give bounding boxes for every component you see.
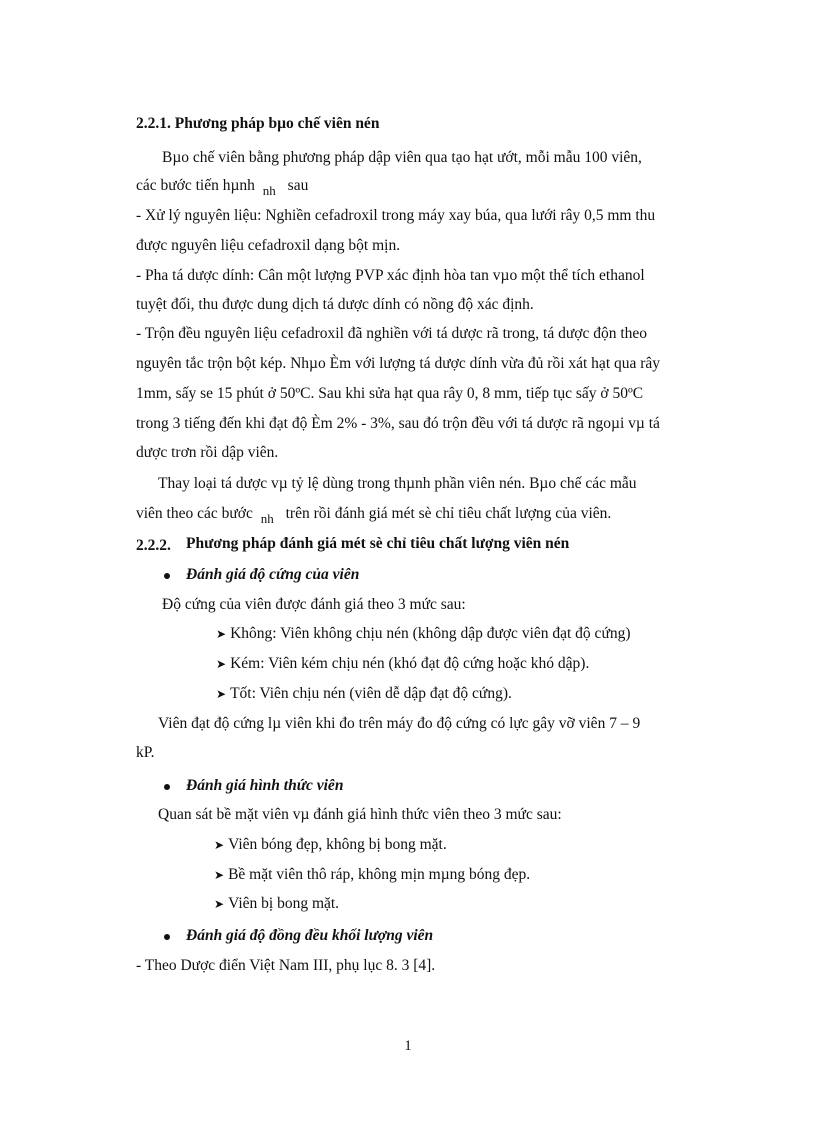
intro-line-2 — [136, 176, 308, 196]
step3-line-1: - Trộn đều nguyên liệu cefadroxil đã nghiền với tá dược rã trong, tá dược độn theo — [136, 325, 648, 342]
step2-line-1: - Pha tá dược dính: Cân một lượng PVP xác định hòa tan vµo một thể tích ethanol — [136, 267, 645, 284]
arrow-bullet-icon: ➤ — [214, 897, 225, 911]
hardness-item: ➤ Không: Viên không chịu nén (không dập được viên đạt độ cứng) — [216, 625, 631, 642]
arrow-bullet-icon: ➤ — [216, 657, 227, 671]
vary-text-c: trên rồi đánh giá mét sè chỉ tiêu chất lượng của viên. — [285, 505, 612, 522]
hardness-intro: Độ cứng của viên được đánh giá theo 3 mức sau: — [162, 596, 466, 613]
bullet-icon — [164, 934, 170, 940]
form-item: ➤ Viên bóng đẹp, không bị bong mặt. — [214, 836, 447, 853]
section-2-2-2-number: 2.2.2. — [136, 537, 171, 554]
step2-line-2: tuyệt đối, thu được dung dịch tá dược dính có nồng độ xác định. — [136, 296, 534, 313]
arrow-bullet-icon: ➤ — [214, 868, 225, 882]
section-2-2-2-title: Phương pháp đánh giá mét sè chỉ tiêu chất lượng viên nén — [186, 535, 570, 552]
step1-line-2: được nguyên liệu cefadroxil dạng bột mịn. — [136, 237, 401, 254]
form-title: Đánh giá hình thức viên — [186, 777, 344, 794]
form-intro: Quan sát bề mặt viên vµ đánh giá hình thức viên theo 3 mức sau: — [158, 806, 562, 823]
step1-line-1: - Xử lý nguyên liệu: Nghiền cefadroxil trong máy xay búa, qua lưới rây 0,5 mm thu — [136, 207, 656, 224]
hardness-title: Đánh giá độ cứng của viên — [186, 566, 360, 583]
bullet-icon — [164, 573, 170, 579]
page-number: 1 — [404, 1038, 412, 1054]
arrow-bullet-icon: ➤ — [216, 687, 227, 701]
step3-line-4: trong 3 tiếng đến khi đạt độ Èm 2% - 3%, sau đó trộn đều với tá dược rã ngoµi vµ tá — [136, 415, 660, 432]
form-item: ➤ Viên bị bong mặt. — [214, 895, 340, 912]
intro-text-a: các bước tiến hµnh — [136, 177, 255, 194]
intro-line-1: Bµo chế viên bằng phương pháp dập viên qua tạo hạt ướt, mỗi mẫu 100 viên, — [162, 149, 642, 166]
vary-line-2 — [136, 504, 611, 524]
step3-line-2: nguyên tắc trộn bột kép. Nhµo Èm với lượng tá dược dính vừa đủ rồi xát hạt qua rây — [136, 355, 661, 372]
hardness-note-line-1: Viên đạt độ cứng lµ viên khi đo trên máy đo độ cứng có lực gây vỡ viên 7 – 9 — [158, 715, 641, 732]
arrow-bullet-icon: ➤ — [216, 627, 227, 641]
vary-fragment: nh — [260, 511, 274, 526]
hardness-item: ➤ Tốt: Viên chịu nén (viên dễ dập đạt độ cứng). — [216, 685, 512, 702]
step3-line-3: 1mm, sấy se 15 phút ở 50ºC. Sau khi sửa hạt qua rây 0, 8 mm, tiếp tục sấy ở 50ºC — [136, 385, 644, 402]
vary-text-a: viên theo các bước — [136, 505, 253, 522]
intro-text-c: sau — [287, 177, 309, 194]
hardness-note-line-2: kP. — [136, 744, 155, 761]
weight-title: Đánh giá độ đồng đều khối lượng viên — [186, 927, 434, 944]
weight-text: - Theo Dược điển Việt Nam III, phụ lục 8. 3 [4]. — [136, 957, 436, 974]
section-2-2-1-heading: 2.2.1. Phương pháp bµo chế viên nén — [136, 115, 380, 132]
bullet-icon — [164, 784, 170, 790]
hardness-item: ➤ Kém: Viên kém chịu nén (khó đạt độ cứng hoặc khó dập). — [216, 655, 590, 672]
intro-fragment: nh — [262, 183, 276, 198]
arrow-bullet-icon: ➤ — [214, 838, 225, 852]
form-item: ➤ Bề mặt viên thô ráp, không mịn mµng bóng đẹp. — [214, 866, 531, 883]
step3-line-5: dược trơn rồi dập viên. — [136, 444, 279, 461]
vary-line-1: Thay loại tá dược vµ tỷ lệ dùng trong thµnh phần viên nén. Bµo chế các mẫu — [158, 475, 637, 492]
